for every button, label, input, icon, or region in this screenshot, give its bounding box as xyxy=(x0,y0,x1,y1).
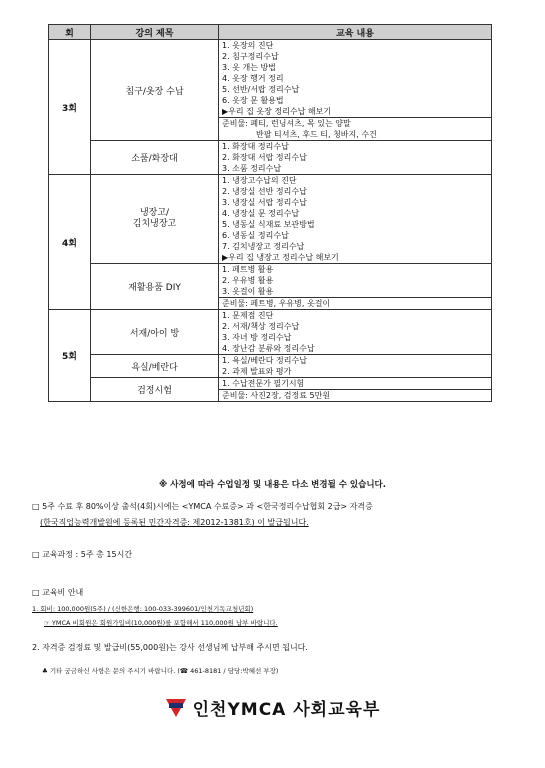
session-label: 5회 xyxy=(49,310,91,402)
content-item: ▶우리 집 냉장고 정리수납 해보기 xyxy=(222,253,339,262)
fee-line-1-note: ☞ YMCA 비회원은 회원가입비(10,000원)를 포함해서 110,000원 납부 바랍니다. xyxy=(44,619,278,627)
table-row xyxy=(49,310,492,355)
course-title: 검정시험 xyxy=(91,378,219,402)
session-label: 3회 xyxy=(49,40,91,175)
content-item: 2. 과제 발표와 평가 xyxy=(222,367,292,376)
ymca-logo-icon xyxy=(165,698,187,723)
content-item: 1. 페트병 활용 xyxy=(222,265,274,274)
table-row xyxy=(49,355,492,378)
session-label: 4회 xyxy=(49,175,91,310)
course-content xyxy=(219,175,492,264)
inquiry-text: ♣ 기타 궁금하신 사항은 문의 주시기 바랍니다. (☎ 461-8181 / 담당:박혜선 부장) xyxy=(42,667,279,675)
prep-item: 준비물: 페트병, 우유병, 옷걸이 xyxy=(218,297,492,309)
table-row xyxy=(49,175,492,264)
table-header-row xyxy=(49,25,492,40)
schedule-notice: ※ 사정에 따라 수업일정 및 내용은 다소 변경될 수 있습니다. xyxy=(159,480,386,490)
course-content xyxy=(219,40,492,141)
content-item: 3. 냉장실 서랍 정리수납 xyxy=(222,198,307,207)
course-title: 소품/화장대 xyxy=(91,141,219,175)
content-item: 2. 냉장실 선반 정리수납 xyxy=(222,187,307,196)
certificate-line-2: (한국직업능력개발원에 등록된 민간자격증: 제2012-1381호) 이 발급됩니다. xyxy=(40,518,309,527)
certificate-line-1: □ 5주 수료 후 80%이상 출석(4회)시에는 <YMCA 수료증> 과 <한국정리수납협회 2급> 자격증 xyxy=(32,502,373,511)
footer-title: 인천YMCA 사회교육부 xyxy=(192,700,381,720)
content-item: 4. 장난감 분류와 정리수납 xyxy=(222,344,315,353)
content-item: 3. 자녀 방 정리수납 xyxy=(222,333,292,342)
table-row xyxy=(49,40,492,141)
content-item: 4. 냉장실 문 정리수납 xyxy=(222,209,300,218)
course-title: 욕실/베란다 xyxy=(91,355,219,378)
course-title: 서재/아이 방 xyxy=(91,310,219,355)
course-title: 침구/옷장 수납 xyxy=(91,40,219,141)
content-item: 1. 문제점 진단 xyxy=(222,311,274,320)
content-item: 4. 옷장 행거 정리 xyxy=(222,74,284,83)
course-title xyxy=(91,175,219,264)
course-content xyxy=(219,355,492,378)
header-session: 회 xyxy=(49,25,91,40)
table-row xyxy=(49,264,492,310)
content-item: 5. 냉동실 식재료 보관방법 xyxy=(222,220,315,229)
content-item: 6. 옷장 문 활용법 xyxy=(222,96,284,105)
course-title: 재활용품 DIY xyxy=(91,264,219,310)
fee-line-1: 1. 회비: 100,000원(5주) / (신한은행: 100-033-399601/인천기독교청년회) xyxy=(32,605,254,613)
prep-item: 준비물: 폐티, 런닝셔츠, 목 있는 양말 xyxy=(218,117,492,129)
content-item: 1. 옷장의 진단 xyxy=(222,41,274,50)
content-item: 3. 소품 정리수납 xyxy=(222,164,282,173)
content-item: 7. 김치냉장고 정리수납 xyxy=(222,242,305,251)
prep-item: 반팔 티셔츠, 후드 티, 청바지, 수건 xyxy=(256,130,377,139)
content-item: 3. 옷걸이 활용 xyxy=(222,287,274,296)
fee-heading: □ 교육비 안내 xyxy=(32,588,84,597)
content-item: 2. 우유병 활용 xyxy=(222,276,274,285)
content-item: ▶우리 집 옷장 정리수납 해보기 xyxy=(222,107,332,116)
prep-item: 준비물: 사진2장, 검정료 5만원 xyxy=(218,389,492,401)
header-title: 강의 제목 xyxy=(91,25,219,40)
schedule-table xyxy=(48,24,492,402)
course-length: □ 교육과정 : 5주 총 15시간 xyxy=(32,550,133,559)
content-item: 2. 화장대 서랍 정리수납 xyxy=(222,153,307,162)
table-row xyxy=(49,378,492,402)
content-item: 1. 수납전문가 필기시험 xyxy=(222,379,305,388)
table-row xyxy=(49,141,492,175)
course-title-line: 김치냉장고 xyxy=(132,219,177,229)
header-content: 교육 내용 xyxy=(219,25,492,40)
content-item: 6. 냉동실 정리수납 xyxy=(222,231,289,240)
course-title-line: 냉장고/ xyxy=(139,208,170,218)
footer xyxy=(0,695,545,723)
fee-line-2: 2. 자격증 검정료 및 발급비(55,000원)는 강사 선생님께 납부해 주시면 됩니다. xyxy=(32,643,308,652)
course-content xyxy=(219,264,492,310)
content-item: 5. 선반/서랍 정리수납 xyxy=(222,85,300,94)
content-item: 1. 욕실/베란다 정리수납 xyxy=(222,356,307,365)
course-content xyxy=(219,141,492,175)
content-item: 1. 화장대 정리수납 xyxy=(222,142,289,151)
content-item: 3. 옷 개는 방법 xyxy=(222,63,276,72)
content-item: 1. 냉장고수납의 진단 xyxy=(222,176,297,185)
course-content xyxy=(219,378,492,402)
content-item: 2. 서재/책상 정리수납 xyxy=(222,322,300,331)
content-item: 2. 침구정리수납 xyxy=(222,52,279,61)
course-content xyxy=(219,310,492,355)
